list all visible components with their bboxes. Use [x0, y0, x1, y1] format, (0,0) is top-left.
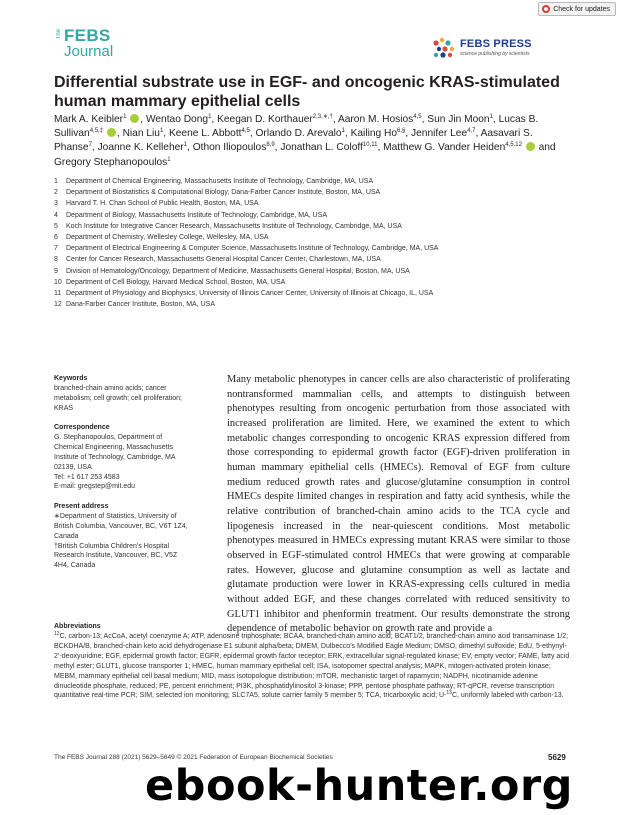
abbrev-text-a: C, carbon-13; AcCoA, acetyl coenzyme A; ATP, adenosine triphosphate; BCAA, branched-chain amino acid; BCAT1/2, branched-chain amino acid transaminase 1/2; BCKDHA/B, branched-chain keto acid dehydrogenase E1 subunit alpha/beta; DMEM, Dulbecco’s Modified Eagle Medium; DMSO, dimethyl sulfoxide; EdU, 5-ethynyl-2’-deoxyuridine; EGF, epidermal growth factor; EGFR, epidermal growth factor receptor; ERK, extracellular signal-regulated kinase; EV, empty vector; FAME, fatty acid methyl ester; GLUT1, glucose transporter 1; HMEC, human mammary epithelial cell; ISA, isotopomer spectral analysis; MAPK, mitogen-activated protein kinase; MEBM, mammary epithelial cell basal medium; MID, mass isotopologue distribution; mTOR, mechanistic target of rapamycin; NADPH, nicotinamide adenine dinucleotide phosphate, reduced; PE, percent enrichment; PI3K, phosphatidylinositol 3-kinase; PPP, pentose phosphate pathway; RT-qPCR, reverse transcription quantitative real-time PCR; SIM, selected ion monitoring; SLC7A5, solute carrier family 5 member 5; TCA, tricarboxylic acid; U- — [54, 633, 570, 700]
affiliation-number: 9 — [54, 267, 58, 275]
article-title: Differential substrate use in EGF- and oncogenic KRAS-stimulated human mammary epithelial cells — [54, 74, 560, 110]
journal-logo-the: The — [56, 29, 62, 40]
check-for-updates-label: Check for updates — [553, 5, 610, 13]
affiliation-number: 11 — [54, 290, 62, 298]
orcid-icon[interactable] — [130, 114, 139, 123]
present-address-line: 4H4, Canada — [54, 562, 96, 570]
keywords-heading: Keywords — [54, 375, 88, 382]
affiliation-item — [54, 232, 584, 243]
affiliation-text: Department of Biostatistics & Computational Biology, Dana-Farber Cancer Institute, Boston, MA, USA — [66, 189, 381, 197]
abbrev-sup-13-b: 13 — [446, 690, 452, 697]
check-for-updates-button[interactable] — [538, 2, 616, 16]
orcid-icon[interactable] — [526, 142, 535, 151]
present-address-line: Canada — [54, 532, 79, 540]
author-name: Mark A. Keibler — [54, 114, 124, 125]
febs-press-tagline: science publishing by scientists — [460, 51, 530, 57]
present-address-text — [54, 512, 194, 571]
correspondence-line: 02139, USA — [54, 463, 92, 471]
author-name: Nian Liu — [122, 128, 160, 140]
author-name: Keegan D. Korthauer — [217, 114, 313, 125]
affiliation-item — [54, 176, 584, 187]
affiliation-item — [54, 266, 584, 277]
orcid-icon[interactable] — [107, 128, 116, 137]
author-list: Mark A. Keibler$^1$ , Wentao Dong$^1$, Keegan D. Korthauer$^{2,3,∗,\dagger}$, Aaron M. Hosios$^{4,5}$, Sun Jin Moon$^1$, Lucas B. Sullivan$^{4,5,\ddagger}$ , Nian Liu$^1$, Keene L. Abbott$^{4,5}$, Orlando D. Arevalo$^1$, Kailing $Ho^{6,\S}$, Jennifer Lee$^{4,7}$, Aasavari S. Phanse$^7$, Joanne K. Kelleher$^1$, Othon Iliopoulos$^{8,9}$, Jonathan L. Coloff$^{10,11}$, Matthew G. Vander Heiden$^{4,5,12}$ and Gregory Stephanopoulos$^1$ — [54, 114, 556, 168]
author-affiliation-sup: 4,5 — [413, 114, 422, 120]
affiliation-text: Division of Hematology/Oncology, Department of Medicine, Massachusetts General Hospital, Boston, MA, USA — [66, 267, 410, 275]
affiliation-item — [54, 221, 584, 232]
abbreviations-section — [54, 622, 574, 701]
abbreviations-heading: Abbreviations — [54, 623, 101, 630]
crossmark-icon — [542, 5, 550, 13]
abbrev-sup-13: 13 — [54, 631, 60, 637]
affiliation-number: 12 — [54, 301, 62, 309]
keywords-text: branched-chain amino acids; cancer metabolism; cell growth; cell proliferation; KRAS — [54, 385, 182, 412]
author-affiliation-sup: 1 — [183, 142, 188, 149]
journal-logo — [56, 26, 114, 65]
footer-citation: The FEBS Journal 288 (2021) 5629–5649 © 2021 Federation of European Biochemical Societies — [54, 754, 333, 761]
journal-logo-journal: Journal — [64, 43, 114, 60]
correspondence-line: Chemical Engineering, Massachusetts — [54, 444, 174, 452]
author-affiliation-sup: 6,§ — [397, 128, 406, 135]
author-name: Gregory Stephanopoulos — [54, 156, 168, 168]
author-affiliation-sup: 4,7 — [467, 128, 476, 135]
page-number: 5629 — [548, 753, 566, 762]
affiliation-item — [54, 277, 584, 288]
affiliation-list — [54, 176, 584, 310]
author-name: Joanne K. Kelleher — [97, 142, 184, 154]
affiliation-number: 3 — [54, 200, 58, 208]
correspondence-line: Tel: +1 617 253 4583 — [54, 473, 120, 481]
author-name: Jennifer Lee — [411, 128, 468, 140]
author-affiliation-sup: 1 — [159, 128, 164, 135]
affiliation-item — [54, 288, 584, 299]
affiliation-text: Department of Biology, Massachusetts Institute of Technology, Cambridge, MA, USA — [66, 211, 328, 219]
author-name: Lucas B. Sullivan — [54, 114, 539, 140]
affiliation-item — [54, 299, 584, 310]
author-name: Othon Iliopoulos — [192, 142, 267, 154]
correspondence-line: G. Stephanopoulos, Department of — [54, 434, 163, 442]
present-address-line: Research Institute, Vancouver, BC, V5Z — [54, 552, 178, 560]
febs-press-logo — [432, 37, 582, 61]
author-name: Wentao Dong — [145, 114, 209, 125]
affiliation-text: Koch Institute for Integrative Cancer Research, Massachusetts Institute of Technology, Cambridge, MA, USA — [66, 222, 402, 230]
affiliation-number: 4 — [54, 211, 58, 219]
affiliation-text: Department of Chemical Engineering, Massachusetts Institute of Technology, Cambridge, MA, USA — [66, 178, 374, 185]
watermark-text: ebook-hunter.org — [145, 761, 573, 811]
affiliation-number: 6 — [54, 234, 58, 242]
author-affiliation-sup: 1 — [341, 128, 345, 135]
affiliation-item — [54, 243, 584, 254]
abstract-text: Many metabolic phenotypes in cancer cells are also characteristic of proliferating nontransformed mammalian cells, and attempts to distinguish between phenotypes resulting from oncogenic perturbation from those associated with increased proliferation are limited. Here, we examined the extent to which metabolic changes corresponding to oncogenic KRAS expression differed from those corresponding to epidermal growth factor (EGF)-driven proliferation in human mammary epithelial cells (HMECs). Removal of EGF from culture medium reduced growth rates and glucose/glutamine consumption in control HMECs despite limited changes in respiration and fatty acid synthesis, while the relative contribution of branched-chain amino acids to the TCA cycle and lipogenesis increased in the near-quiescent conditions. Most metabolic phenotypes measured in HMECs expressing mutant KRAS were similar to those observed in EGF-stimulated control HMECs that were growing at comparable rates. However, glucose and glutamine consumption as well as lactate and glutamate production were lower in KRAS-expressing cells cultured in media without added EGF, and these changes correlated with reduced sensitivity to GLUT1 inhibitor and phenformin treatment. Our results demonstrate the strong dependence of metabolic behavior on growth rate and provide a — [227, 374, 570, 635]
present-address-line: British Columbia, Vancouver, BC, V6T 1Z4, — [54, 522, 188, 530]
author-name: Jonathan L. Coloff — [280, 142, 363, 154]
present-address-heading: Present address — [54, 503, 109, 511]
affiliation-text: Dana-Farber Cancer Institute, Boston, MA, USA — [66, 301, 216, 309]
correspondence-text — [54, 433, 194, 492]
febs-press-dots-icon — [432, 37, 458, 59]
febs-press-name — [460, 38, 532, 50]
febs-press-name-b: PRESS — [493, 38, 532, 50]
abbrev-text-b: C, uniformly labeled with carbon-13. — [451, 692, 564, 700]
affiliation-item — [54, 198, 584, 209]
affiliation-text: Department of Physiology and Biophysics, University of Illinois Cancer Center, University of Illinois at Chicago, IL, USA — [66, 290, 434, 298]
author-name: Keene L. Abbott — [168, 128, 242, 140]
present-address-line: ∗Department of Statistics, University of — [54, 513, 177, 521]
correspondence-line: Institute of Technology, Cambridge, MA — [54, 453, 176, 461]
author-affiliation-sup: 4,5,‡ — [89, 128, 104, 135]
author-affiliation-sup: 1 — [208, 114, 212, 120]
affiliation-number: 8 — [54, 256, 58, 264]
article-sidebar — [54, 374, 194, 571]
correspondence-heading: Correspondence — [54, 424, 110, 432]
author-name: Aasavari S. Phanse — [54, 128, 533, 154]
journal-logo-febs: FEBS — [64, 26, 111, 45]
affiliation-text: Department of Chemistry, Wellesley College, Wellesley, MA, USA — [66, 234, 269, 242]
affiliation-text: Department of Electrical Engineering & Computer Science, Massachusetts Institute of Technology, Cambridge, MA, USA — [66, 245, 439, 253]
affiliation-item — [54, 187, 584, 198]
affiliation-text: Harvard T. H. Chan School of Public Health, Boston, MA, USA — [66, 200, 259, 208]
affiliation-text: Department of Cell Biology, Harvard Medical School, Boston, MA, USA — [66, 278, 286, 286]
affiliation-number: 10 — [54, 278, 62, 286]
author-name: Sun Jin Moon — [427, 114, 490, 125]
author-affiliation-sup: 7 — [88, 142, 92, 149]
affiliation-number: 2 — [54, 189, 58, 197]
febs-press-name-a: FEBS — [460, 38, 491, 50]
abbreviations-text — [54, 632, 574, 701]
author-name: Aaron M. Hosios — [337, 114, 414, 125]
affiliation-text: Center for Cancer Research, Massachusetts General Hospital Cancer Center, Charlestown, MA, USA — [66, 256, 381, 264]
author-affiliation-sup: 2,3,∗,† — [312, 114, 333, 120]
author-affiliation-sup: 10,11 — [362, 142, 378, 149]
author-affiliation-sup: 8,9 — [266, 142, 275, 149]
author-affiliation-sup: 1 — [167, 156, 171, 163]
affiliation-number: 1 — [54, 178, 58, 185]
affiliation-item — [54, 210, 584, 221]
author-affiliation-sup: 1 — [123, 114, 127, 120]
author-name: Orlando D. Arevalo — [255, 128, 342, 140]
author-name: Kailing Ho — [350, 128, 398, 140]
affiliation-item — [54, 254, 584, 265]
author-affiliation-sup: 4,5,12 — [505, 142, 522, 149]
author-affiliation-sup: 1 — [489, 114, 493, 120]
affiliation-number: 7 — [54, 245, 58, 253]
author-name: Matthew G. Vander Heiden — [383, 142, 506, 154]
affiliation-number: 5 — [54, 222, 58, 230]
author-affiliation-sup: 4,5 — [241, 128, 250, 135]
correspondence-line: E-mail: gregstep@mit.edu — [54, 483, 136, 491]
present-address-line: †British Columbia Children’s Hospital — [54, 542, 170, 550]
